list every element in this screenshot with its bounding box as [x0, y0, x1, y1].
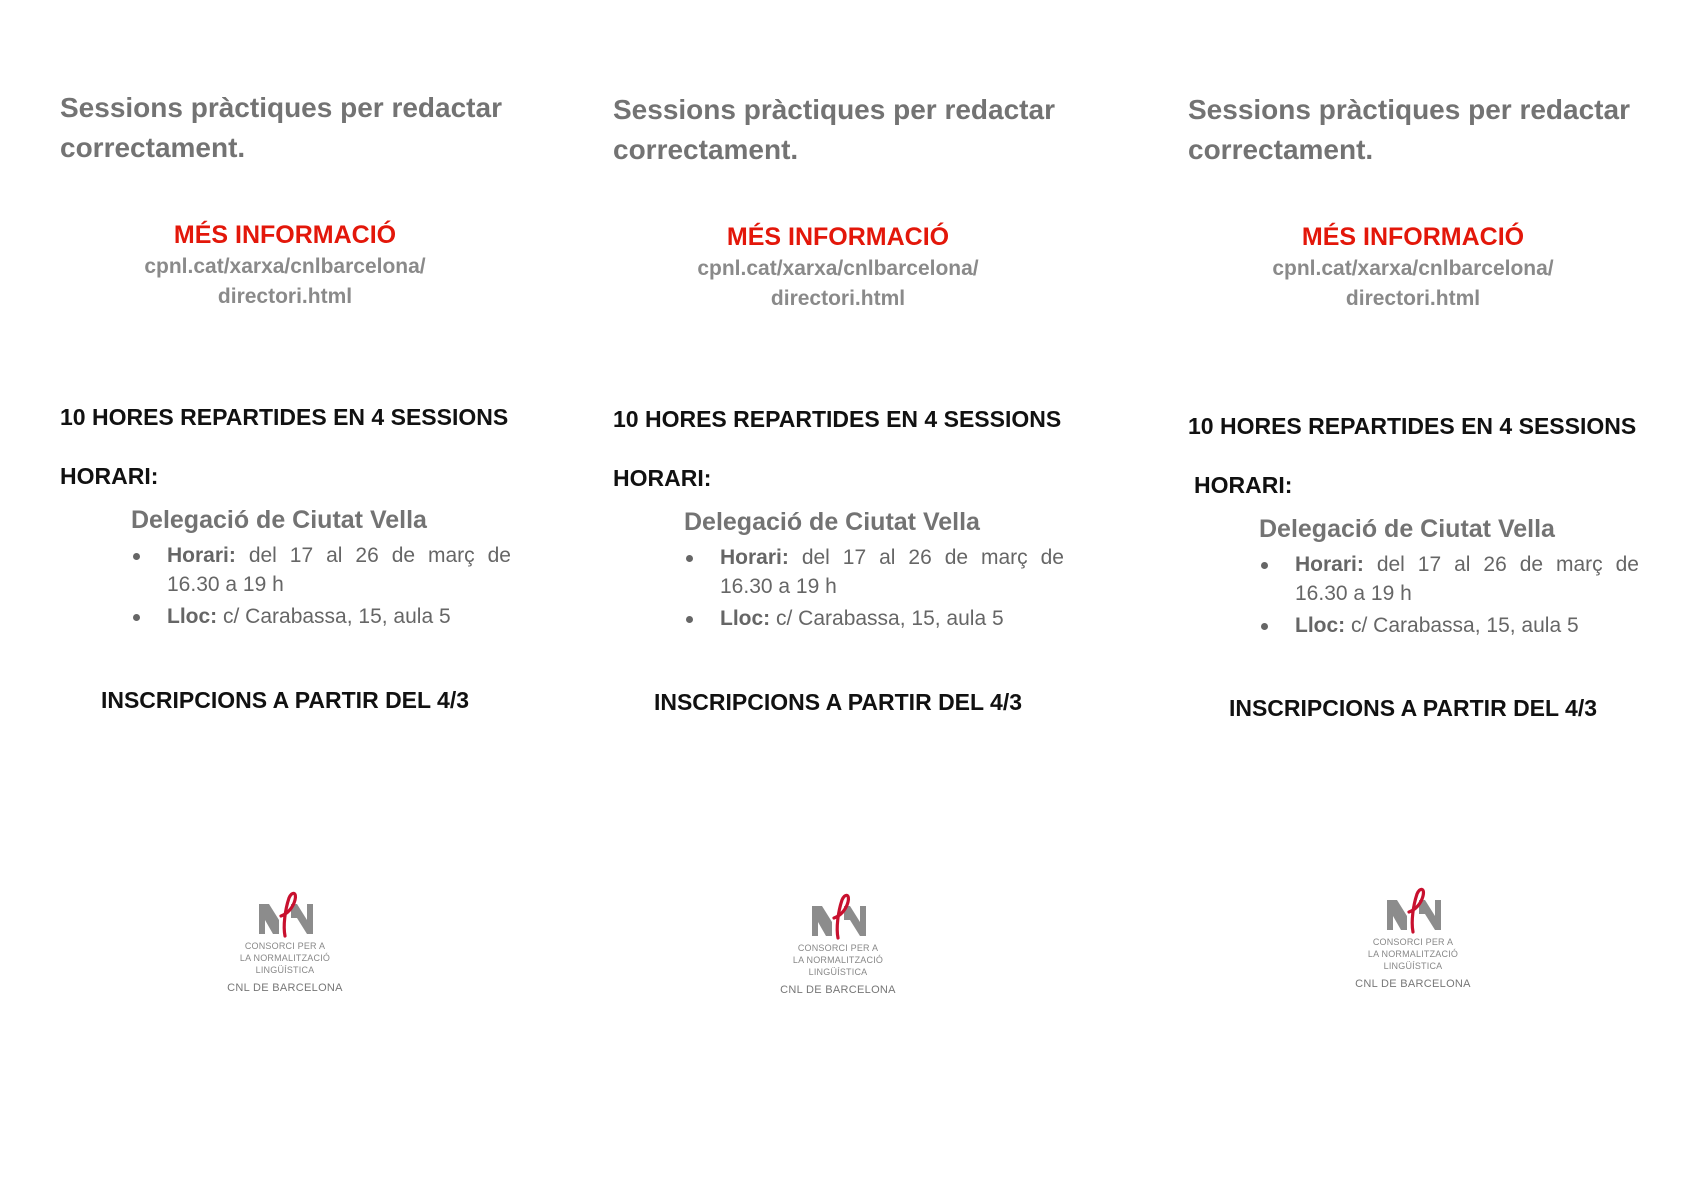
schedule-item-label: Horari:: [1295, 553, 1364, 576]
flyer-column-2: [613, 90, 1063, 1190]
list-item-place: [131, 602, 511, 631]
schedule-line-2: 16.30 a 19 h: [167, 573, 284, 596]
logo-caption: [205, 940, 365, 976]
list-item-place: [684, 604, 1064, 633]
flyer-title: Sessions pràctiques per redactar correctament.: [1188, 94, 1630, 165]
registration-notice: INSCRIPCIONS A PARTIR DEL 4/3: [653, 689, 1023, 715]
bullet-icon: [1261, 623, 1268, 630]
cnl-logo: [1333, 886, 1493, 990]
logo-caption-line-3: LINGÜÍSTICA: [808, 967, 868, 977]
delegation-details: [1259, 550, 1639, 640]
delegation-details: [131, 541, 511, 631]
bullet-icon: [133, 614, 140, 621]
schedule-item-text: del 17 al 26 de març de: [801, 546, 1064, 569]
schedule-item-text: del 17 al 26 de març de: [1376, 553, 1639, 576]
place-item-value: c/ Carabassa, 15, aula 5: [776, 607, 1004, 630]
more-info-url-line-2[interactable]: directori.html: [770, 287, 906, 310]
flyer-column-3: [1188, 90, 1638, 1190]
more-info-url[interactable]: [673, 254, 1003, 314]
cnl-logo-mark-icon: [808, 892, 868, 940]
schedule-line-1: [720, 543, 1064, 572]
delegation-name: Delegació de Ciutat Vella: [684, 508, 980, 536]
delegation-name: Delegació de Ciutat Vella: [131, 506, 427, 534]
list-item-schedule: [684, 543, 1064, 601]
cnl-logo-mark-icon: [255, 890, 315, 938]
delegation-name: Delegació de Ciutat Vella: [1259, 515, 1555, 543]
more-info-url-line-1[interactable]: cpnl.cat/xarxa/cnlbarcelona/: [697, 257, 979, 280]
delegation-block: [131, 502, 511, 631]
more-info-block: [60, 218, 510, 312]
course-hours: 10 HORES REPARTIDES EN 4 SESSIONS: [60, 404, 509, 430]
schedule-line-2: 16.30 a 19 h: [720, 575, 837, 598]
more-info-url-line-2[interactable]: directori.html: [1345, 287, 1481, 310]
more-info-url-line-1[interactable]: cpnl.cat/xarxa/cnlbarcelona/: [1272, 257, 1554, 280]
schedule-item-label: Horari:: [720, 546, 789, 569]
schedule-label: HORARI:: [613, 465, 712, 491]
cnl-logo-mark-icon: [1383, 886, 1443, 934]
logo-subtitle: CNL DE BARCELONA: [227, 982, 343, 994]
more-info-url-line-1[interactable]: cpnl.cat/xarxa/cnlbarcelona/: [144, 255, 426, 278]
bullet-icon: [686, 555, 693, 562]
logo-subtitle: CNL DE BARCELONA: [780, 984, 896, 996]
more-info-heading: MÉS INFORMACIÓ: [173, 221, 397, 249]
place-item-value: c/ Carabassa, 15, aula 5: [1351, 614, 1579, 637]
flyer-title: Sessions pràctiques per redactar correctament.: [613, 94, 1055, 165]
logo-caption-line-3: LINGÜÍSTICA: [1383, 961, 1443, 971]
registration-notice: INSCRIPCIONS A PARTIR DEL 4/3: [100, 687, 470, 713]
flyer-column-1: [60, 88, 510, 1188]
place-item-label: Lloc:: [167, 605, 218, 628]
delegation-details: [684, 543, 1064, 633]
place-item-label: Lloc:: [720, 607, 771, 630]
bullet-icon: [133, 553, 140, 560]
logo-caption: [1333, 936, 1493, 972]
more-info-block: [1188, 220, 1638, 314]
more-info-url[interactable]: [1248, 254, 1578, 314]
flyer-title: Sessions pràctiques per redactar correctament.: [60, 92, 502, 163]
delegation-block: [1259, 511, 1639, 640]
logo-caption: [758, 942, 918, 978]
more-info-url-line-2[interactable]: directori.html: [217, 285, 353, 308]
logo-caption-line-2: LA NORMALITZACIÓ: [1367, 949, 1459, 959]
list-item-schedule: [1259, 550, 1639, 608]
schedule-line-1: [167, 541, 511, 570]
logo-caption-line-3: LINGÜÍSTICA: [255, 965, 315, 975]
logo-caption-line-1: CONSORCI PER A: [1372, 937, 1454, 947]
logo-caption-line-1: CONSORCI PER A: [797, 943, 879, 953]
schedule-line-2: 16.30 a 19 h: [1295, 582, 1412, 605]
course-hours: 10 HORES REPARTIDES EN 4 SESSIONS: [613, 406, 1062, 432]
bullet-icon: [1261, 562, 1268, 569]
course-hours: 10 HORES REPARTIDES EN 4 SESSIONS: [1188, 413, 1637, 439]
place-item-label: Lloc:: [1295, 614, 1346, 637]
logo-caption-line-2: LA NORMALITZACIÓ: [792, 955, 884, 965]
place-item-value: c/ Carabassa, 15, aula 5: [223, 605, 451, 628]
schedule-line-1: [1295, 550, 1639, 579]
logo-caption-line-1: CONSORCI PER A: [244, 941, 326, 951]
list-item-schedule: [131, 541, 511, 599]
registration-notice: INSCRIPCIONS A PARTIR DEL 4/3: [1228, 695, 1598, 721]
schedule-item-label: Horari:: [167, 544, 236, 567]
more-info-url[interactable]: [120, 252, 450, 312]
delegation-block: [684, 504, 1064, 633]
cnl-logo: [205, 890, 365, 994]
cnl-logo: [758, 892, 918, 996]
more-info-heading: MÉS INFORMACIÓ: [726, 223, 950, 251]
schedule-label: HORARI:: [1194, 472, 1293, 498]
bullet-icon: [686, 616, 693, 623]
schedule-item-text: del 17 al 26 de març de: [248, 544, 511, 567]
list-item-place: [1259, 611, 1639, 640]
logo-caption-line-2: LA NORMALITZACIÓ: [239, 953, 331, 963]
more-info-block: [613, 220, 1063, 314]
more-info-heading: MÉS INFORMACIÓ: [1301, 223, 1525, 251]
logo-subtitle: CNL DE BARCELONA: [1355, 978, 1471, 990]
schedule-label: HORARI:: [60, 463, 159, 489]
